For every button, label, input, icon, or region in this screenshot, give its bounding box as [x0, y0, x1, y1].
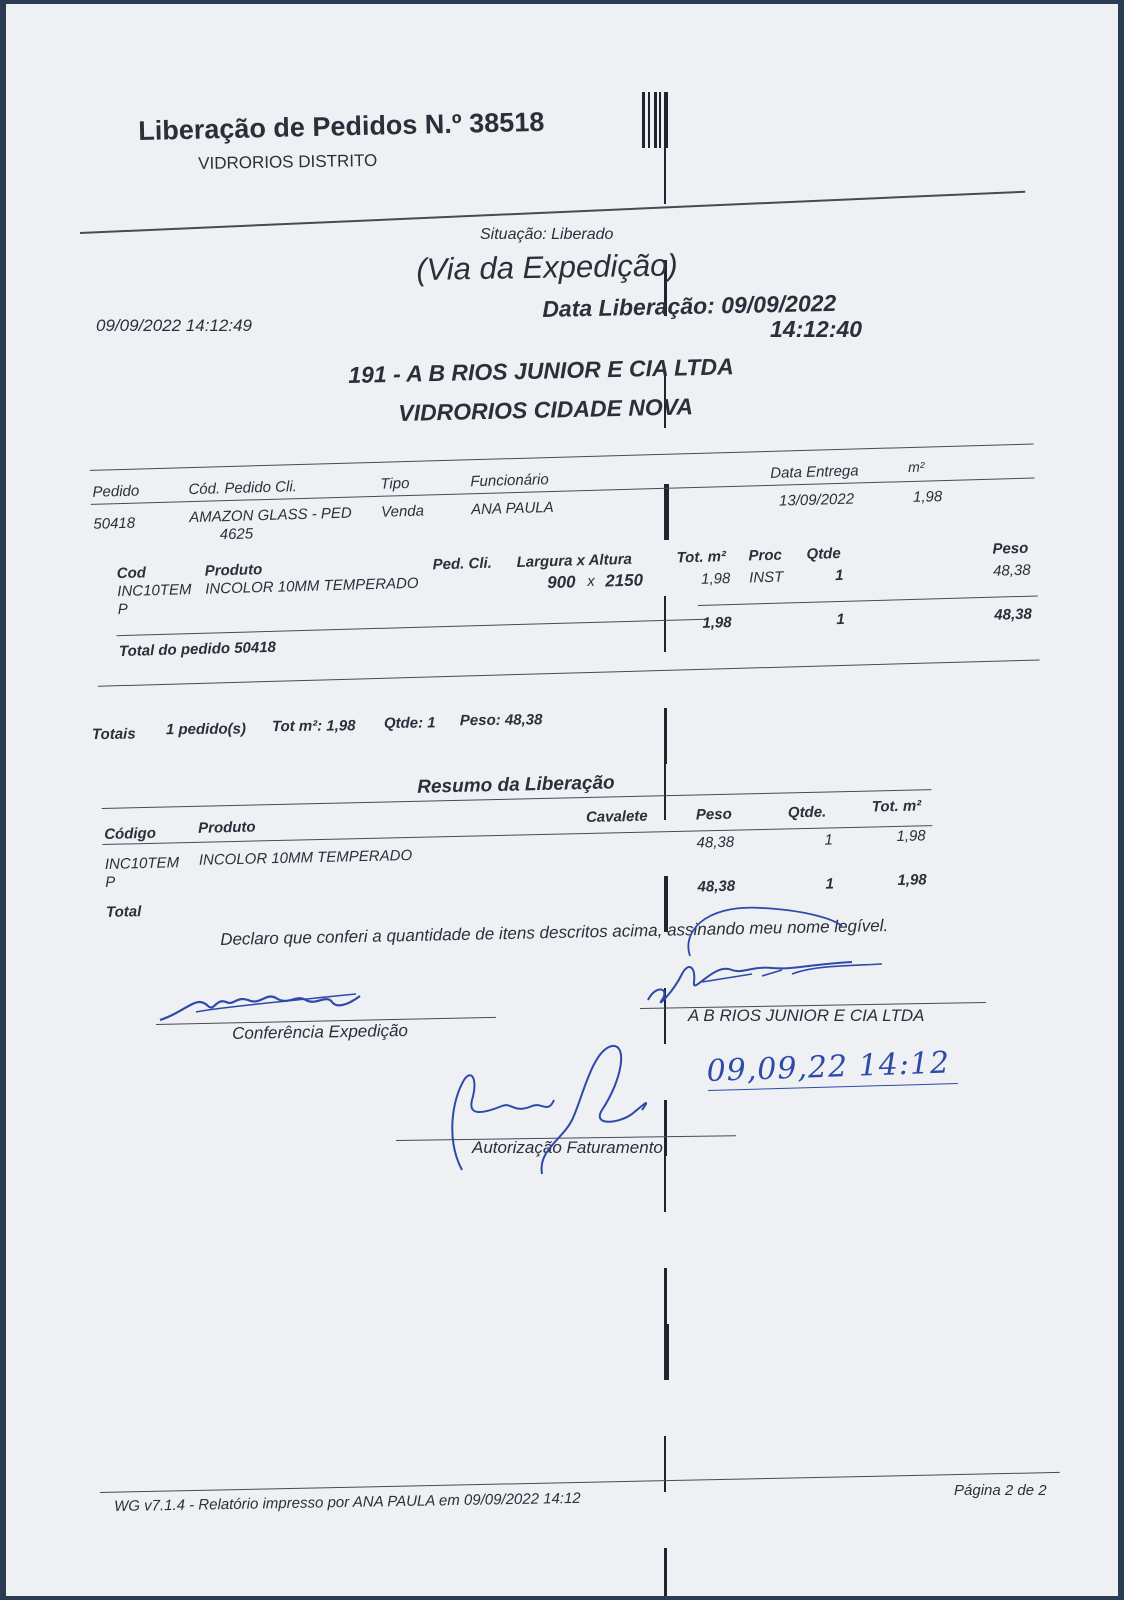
- autorizacao-label: Autorização Faturamento: [472, 1138, 663, 1157]
- totais-qtde: Qtde: 1: [383, 714, 436, 732]
- resumo-header-tot-m2: Tot. m²: [871, 797, 922, 816]
- totais-peso: Peso: 48,38: [459, 711, 543, 730]
- situacao-text: Situação: Liberado: [480, 226, 614, 243]
- header-funcionario: Funcionário: [470, 471, 549, 491]
- data-liberacao-time: 14:12:40: [770, 316, 863, 342]
- company-signature-label: A B RIOS JUNIOR E CIA LTDA: [688, 1006, 925, 1025]
- resumo-total-tot-m2: 1,98: [897, 871, 927, 889]
- header-data-entrega: Data Entrega: [770, 462, 859, 482]
- item-header-peso: Peso: [992, 539, 1029, 558]
- handwritten-date: 09,09,22 14:12: [706, 1045, 951, 1089]
- print-datetime: 09/09/2022 14:12:49: [96, 316, 252, 335]
- item-altura: 2150: [604, 570, 644, 591]
- company-name: VIDRORIOS DISTRITO: [198, 150, 378, 173]
- totais-label: Totais: [91, 725, 136, 744]
- resumo-header-peso: Peso: [695, 805, 732, 824]
- order-pedido: 50418: [93, 514, 136, 533]
- item-largura: 900: [546, 572, 576, 593]
- resumo-header-codigo: Código: [104, 824, 157, 843]
- order-data-entrega: 13/09/2022: [778, 490, 855, 510]
- resumo-header-cavalete: Cavalete: [585, 807, 648, 827]
- resumo-header-qtde: Qtde.: [787, 803, 827, 822]
- document-page: [6, 4, 1118, 1596]
- resumo-tot-m2: 1,98: [896, 827, 926, 845]
- header-tipo: Tipo: [380, 474, 410, 493]
- item-header-largura-altura: Largura x Altura: [516, 550, 633, 572]
- resumo-title: Resumo da Liberação: [417, 772, 615, 798]
- client-store: VIDRORIOS CIDADE NOVA: [398, 393, 694, 426]
- order-tipo: Venda: [380, 502, 425, 521]
- resumo-table: [6, 4, 1118, 921]
- resumo-total-label: Total: [105, 903, 142, 921]
- item-peso: 48,38: [992, 561, 1031, 580]
- item-qtde: 1: [834, 566, 844, 585]
- item-header-tot-m2: Tot. m²: [676, 548, 727, 567]
- order-cod-pedido-cli-1: AMAZON GLASS - PED: [189, 504, 352, 527]
- item-x: x: [586, 572, 595, 591]
- order-total-label: Total do pedido 50418: [118, 638, 277, 661]
- autorizacao-signature: [442, 1040, 672, 1174]
- order-m2: 1,98: [912, 488, 943, 506]
- header-pedido: Pedido: [92, 482, 140, 501]
- resumo-codigo-1: INC10TEM: [104, 854, 180, 873]
- conferencia-label: Conferência Expedição: [232, 1020, 409, 1043]
- totais-tot-m2: Tot m²: 1,98: [271, 717, 356, 736]
- header-m2: m²: [907, 458, 925, 476]
- header-cod-pedido-cli: Cód. Pedido Cli.: [188, 478, 298, 499]
- order-total-tot-m2: 1,98: [702, 614, 732, 632]
- resumo-total-peso: 48,38: [697, 877, 736, 896]
- item-cod-2: P: [117, 600, 129, 619]
- order-total-qtde: 1: [836, 610, 845, 629]
- company-signature: [642, 904, 892, 1008]
- item-header-ped-cli: Ped. Cli.: [432, 554, 493, 574]
- resumo-total-qtde: 1: [825, 875, 835, 893]
- item-produto: INCOLOR 10MM TEMPERADO: [205, 574, 419, 598]
- footer-page-number: Página 2 de 2: [954, 1482, 1047, 1499]
- resumo-qtde: 1: [824, 831, 834, 849]
- item-header-proc: Proc: [748, 546, 783, 565]
- document-title: Liberação de Pedidos N.º 38518: [138, 106, 545, 146]
- footer-printed-by: WG v7.1.4 - Relatório impresso por ANA PAULA em 09/09/2022 14:12: [114, 1489, 581, 1515]
- order-total-peso: 48,38: [994, 605, 1033, 624]
- item-tot-m2: 1,98: [700, 570, 731, 588]
- client-name: 191 - A B RIOS JUNIOR E CIA LTDA: [348, 353, 735, 388]
- item-header-qtde: Qtde: [806, 544, 841, 563]
- resumo-header-produto: Produto: [197, 818, 256, 837]
- conferencia-signature: [156, 972, 376, 1028]
- item-header-cod: Cod: [116, 564, 147, 583]
- totais-pedidos: 1 pedido(s): [165, 720, 247, 739]
- resumo-produto: INCOLOR 10MM TEMPERADO: [198, 846, 413, 869]
- resumo-codigo-2: P: [105, 873, 116, 891]
- item-header-produto: Produto: [204, 561, 263, 580]
- order-funcionario: ANA PAULA: [470, 498, 554, 519]
- declaration-text: Declaro que conferi a quantidade de itens descritos acima, assinando meu nome legível.: [220, 916, 889, 949]
- item-cod-1: INC10TEM: [117, 581, 192, 601]
- order-cod-pedido-cli-2: 4625: [219, 525, 254, 544]
- item-proc: INST: [748, 568, 784, 587]
- data-liberacao-label: Data Liberação: 09/09/2022: [542, 289, 837, 322]
- resumo-peso: 48,38: [696, 833, 735, 852]
- via-title: (Via da Expedição): [416, 247, 678, 287]
